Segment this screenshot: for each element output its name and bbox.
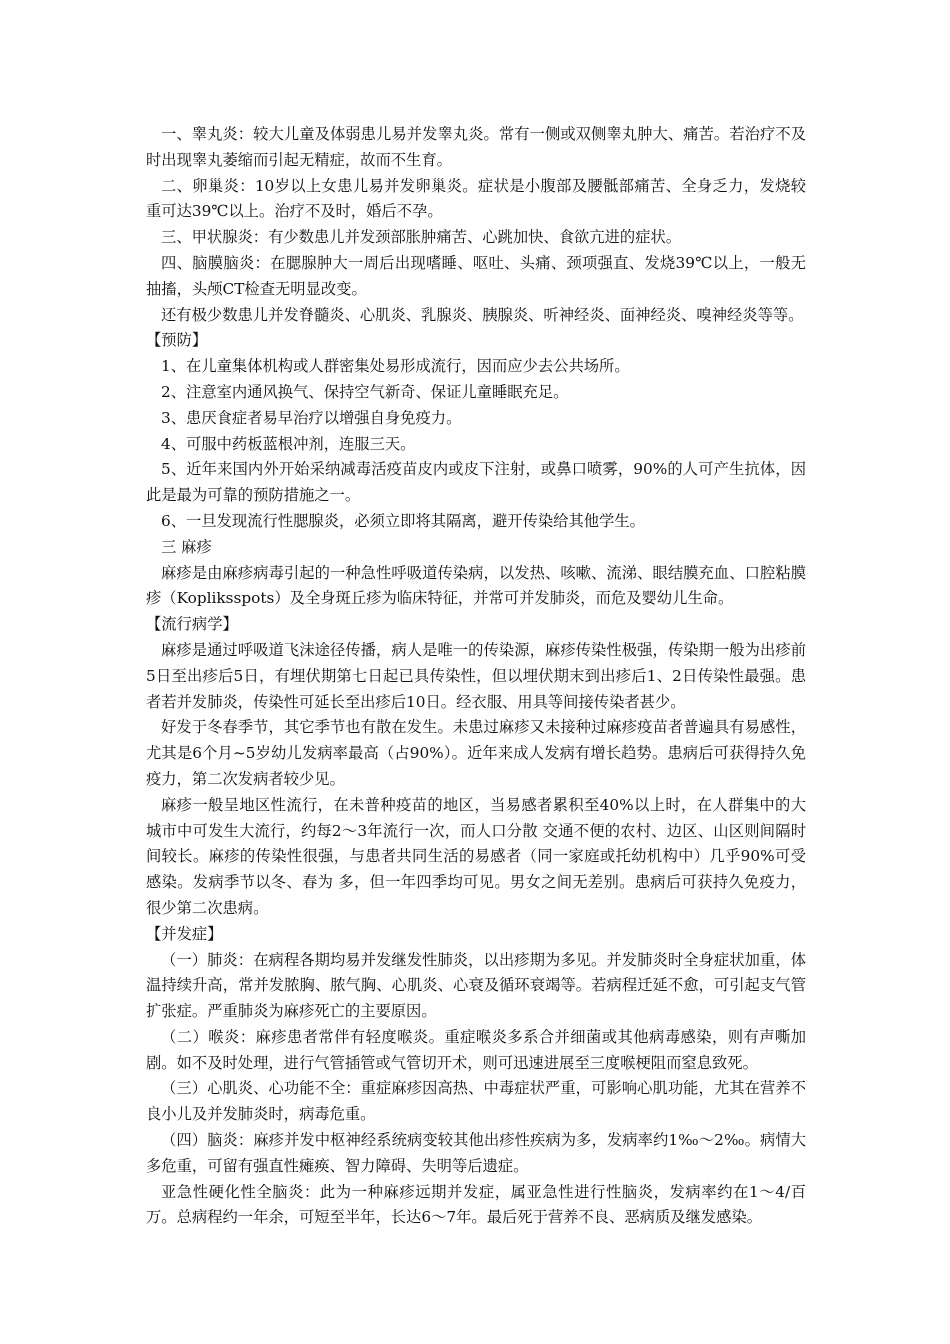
paragraph: 5、近年来国内外开始采纳减毒活疫苗皮内或皮下注射，或鼻口喷雾，90%的人可产生抗体，因此是最为可靠的预防措施之一。 [146, 460, 806, 505]
paragraph: 四、脑膜脑炎：在腮腺肿大一周后出现嗜睡、呕吐、头痛、颈项强直、发烧39℃以上，一般无抽搐，头颅CT检查无明显改变。 [146, 253, 806, 298]
paragraph: （四）脑炎：麻疹并发中枢神经系统病变较其他出疹性疾病为多，发病率约1‰～2‰。病情大多危重，可留有强直性瘫痪、智力障碍、失明等后遗症。 [146, 1131, 806, 1175]
section-heading: 【流行病学】 [146, 615, 238, 634]
document-page [146, 122, 806, 1231]
paragraph: 麻疹是通过呼吸道飞沫途径传播，病人是唯一的传染源，麻疹传染性极强，传染期一般为出疹前5日至出疹后5日，有埋伏期第七日起已具传染性，但以埋伏期末到出疹后1、2日传染性最强。患者若并发肺炎，传染性可延长至出疹后10日。经衣服、用具等间接传染者甚少。 [146, 640, 806, 711]
paragraph: 三 麻疹 [161, 537, 212, 556]
paragraph: 还有极少数患儿并发脊髓炎、心肌炎、乳腺炎、胰腺炎、听神经炎、面神经炎、嗅神经炎等等。 [161, 305, 804, 324]
section-heading: 【预防】 [146, 331, 208, 350]
paragraph: 亚急性硬化性全脑炎：此为一种麻疹远期并发症，属亚急性进行性脑炎，发病率约在1～4/百万。总病程约一年余，可短至半年，长达6～7年。最后死于营养不良、恶病质及继发感染。 [146, 1182, 806, 1227]
paragraph: 二、卵巢炎：10岁以上女患儿易并发卵巢炎。症状是小腹部及腰骶部痛苦、全身乏力，发烧较重可达39℃以上。治疗不及时，婚后不孕。 [146, 176, 806, 221]
paragraph: 麻疹一般呈地区性流行，在未普种疫苗的地区，当易感者累积至40%以上时，在人群集中的大城市中可发生大流行，约每2～3年流行一次，而人口分散 交通不便的农村、边区、山区则间隔时间较长。麻疹的传染性很强，与患者共同生活的易感者（同一家庭或托幼机构中）几乎90%可受感染。发病季节以冬、春为 多，但一年四季均可见。男女之间无差别。患病后可获持久免疫力，很少第二次患病。 [146, 795, 806, 917]
paragraph: 三、甲状腺炎：有少数患儿并发颈部胀肿痛苦、心跳加快、食欲亢进的症状。 [161, 228, 682, 247]
paragraph: 1、在儿童集体机构或人群密集处易形成流行，因而应少去公共场所。 [161, 357, 630, 376]
paragraph: （三）心肌炎、心功能不全：重症麻疹因高热、中毒症状严重，可影响心肌功能，尤其在营养不良小儿及并发肺炎时，病毒危重。 [146, 1079, 806, 1124]
paragraph: 麻疹是由麻疹病毒引起的一种急性呼吸道传染病，以发热、咳嗽、流涕、眼结膜充血、口腔粘膜疹（Kopliksspots）及全身斑丘疹为临床特征，并常可并发肺炎，而危及婴幼儿生命。 [146, 563, 806, 608]
paragraph: 6、一旦发现流行性腮腺炎，必须立即将其隔离，避开传染给其他学生。 [161, 511, 645, 530]
paragraph: 2、注意室内通风换气、保持空气新奇、保证儿童睡眠充足。 [161, 382, 569, 401]
paragraph: 一、睾丸炎：较大儿童及体弱患儿易并发睾丸炎。常有一侧或双侧睾丸肿大、痛苦。若治疗不及时出现睾丸萎缩而引起无精症，故而不生育。 [146, 125, 806, 169]
paragraph: 4、可服中药板蓝根冲剂，连服三天。 [161, 434, 416, 453]
paragraph: （一）肺炎：在病程各期均易并发继发性肺炎，以出疹期为多见。并发肺炎时全身症状加重，体温持续升高，常并发脓胸、脓气胸、心肌炎、心衰及循环衰竭等。若病程迁延不愈，可引起支气管扩张症。严重肺炎为麻疹死亡的主要原因。 [146, 950, 806, 1021]
section-heading: 【并发症】 [146, 924, 223, 943]
paragraph: （二）喉炎：麻疹患者常伴有轻度喉炎。重症喉炎多系合并细菌或其他病毒感染，则有声嘶加剧。如不及时处理，进行气管插管或气管切开术，则可迅速进展至三度喉梗阻而窒息致死。 [146, 1027, 806, 1072]
paragraph: 3、患厌食症者易早治疗以增强自身免疫力。 [161, 408, 462, 427]
paragraph: 好发于冬春季节，其它季节也有散在发生。未患过麻疹又未接种过麻疹疫苗者普遍具有易感性，尤其是6个月~5岁幼儿发病率最高（占90%）。近年来成人发病有增长趋势。患病后可获得持久免疫力，第二次发病者较少见。 [146, 718, 806, 788]
